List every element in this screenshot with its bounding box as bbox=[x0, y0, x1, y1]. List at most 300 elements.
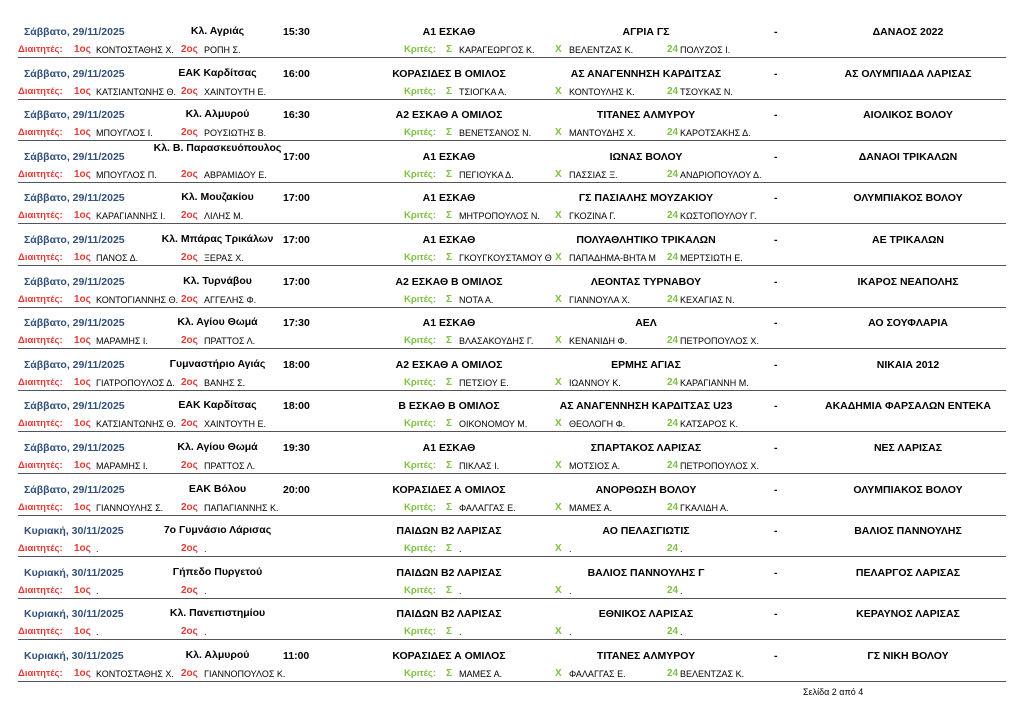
twentyfour-judge: ΠΕΤΡΟΠΟΥΛΟΣ Χ. bbox=[680, 461, 759, 471]
twentyfour-judge: ΑΝΔΡΙΟΠΟΥΛΟΥ Δ. bbox=[680, 169, 762, 180]
score-dash: - bbox=[774, 442, 778, 454]
sigma-judge: ΝΟΤΑ Α. bbox=[459, 294, 494, 305]
chi-judge-label: Χ bbox=[555, 418, 562, 430]
sigma-judge-label: Σ bbox=[446, 460, 453, 471]
first-referee: ΜΠΟΥΓΛΟΣ Π. bbox=[96, 169, 157, 180]
chi-judge: ΘΕΟΛΟΓΗ Φ. bbox=[569, 419, 626, 430]
match-venue: Γυμναστήριο Αγιάς bbox=[169, 357, 266, 370]
twentyfour-judge: ΚΕΧΑΓΙΑΣ Ν. bbox=[680, 294, 735, 305]
referees-label: Διαιτητές: bbox=[18, 460, 63, 471]
second-referee-label: 2ος bbox=[181, 335, 198, 347]
match-time: 16:30 bbox=[283, 109, 310, 122]
sigma-judge: ΒΛΑΣΑΚΟΥΔΗΣ Γ. bbox=[459, 336, 534, 347]
home-team: ΑΟ ΠΕΛΑΣΓΙΩΤΙΣ bbox=[602, 525, 690, 538]
match-competition: ΠΑΙΔΩΝ Β2 ΛΑΡΙΣΑΣ bbox=[396, 525, 502, 538]
sigma-judge: ΚΑΡΑΓΕΩΡΓΟΣ Κ. bbox=[459, 45, 535, 55]
chi-judge: ΚΕΝΑΝΙΔΗ Φ. bbox=[569, 336, 628, 347]
chi-judge-label: Χ bbox=[555, 168, 562, 180]
first-referee: ΚΑΡΑΓΙΑΝΝΗΣ Ι. bbox=[96, 211, 166, 222]
score-dash: - bbox=[774, 317, 778, 330]
first-referee-label: 1ος bbox=[74, 543, 91, 555]
judges-label: Κριτές: bbox=[404, 501, 437, 513]
twentyfour-judge: ΚΑΡΟΤΣΑΚΗΣ Δ. bbox=[680, 128, 751, 139]
score-dash: - bbox=[774, 26, 778, 38]
judges-label: Κριτές: bbox=[404, 127, 437, 139]
first-referee-label: 1ος bbox=[74, 127, 91, 139]
chi-judge-label: Χ bbox=[555, 44, 562, 55]
twentyfour-judge: ΚΩΣΤΟΠΟΥΛΟΥ Γ. bbox=[680, 211, 757, 222]
referees-label: Διαιτητές: bbox=[18, 168, 63, 180]
twentyfour-judge-label: 24 bbox=[667, 293, 679, 305]
match-competition: ΚΟΡΑΣΙΔΕΣ Α ΟΜΙΛΟΣ bbox=[392, 483, 506, 496]
match-date: Κυριακή, 30/11/2025 bbox=[24, 650, 124, 662]
second-referee: . bbox=[204, 544, 207, 555]
away-team: ΟΛΥΜΠΙΑΚΟΣ ΒΟΛΟΥ bbox=[853, 192, 963, 205]
match-venue: Κλ. Μπάρας Τρικάλων bbox=[161, 233, 274, 245]
match-date: Σάββατο, 29/11/2025 bbox=[24, 109, 125, 122]
match-venue: ΕΑΚ Καρδίτσας bbox=[178, 399, 257, 412]
match-time: 17:00 bbox=[283, 275, 310, 288]
home-team: ΑΣ ΑΝΑΓΕΝΝΗΣΗ ΚΑΡΔΙΤΣΑΣ U23 bbox=[559, 400, 733, 413]
match-date: Σάββατο, 29/11/2025 bbox=[24, 192, 125, 205]
judges-label: Κριτές: bbox=[404, 626, 437, 638]
judges-label: Κριτές: bbox=[404, 543, 437, 555]
match-venue: Κλ. Αλμυρού bbox=[185, 649, 250, 661]
referees-label: Διαιτητές: bbox=[18, 543, 63, 555]
sigma-judge-label: Σ bbox=[446, 543, 453, 555]
referees-label: Διαιτητές: bbox=[18, 668, 63, 679]
match-row bbox=[18, 557, 1006, 599]
match-time: 18:00 bbox=[283, 400, 310, 413]
chi-judge: ΒΕΛΕΝΤΖΑΣ Κ. bbox=[569, 45, 634, 55]
match-time: 11:00 bbox=[283, 650, 310, 662]
match-venue: Κλ. Αγριάς bbox=[190, 25, 245, 37]
match-competition: Α1 ΕΣΚΑΘ bbox=[422, 442, 476, 454]
judges-label: Κριτές: bbox=[404, 210, 437, 222]
chi-judge: ΜΟΤΣΙΟΣ Α. bbox=[569, 461, 621, 471]
page-number: Σελίδα 2 από 4 bbox=[803, 687, 864, 697]
sigma-judge-label: Σ bbox=[446, 210, 453, 222]
first-referee: ΜΑΡΑΜΗΣ Ι. bbox=[96, 461, 148, 471]
second-referee-label: 2ος bbox=[181, 44, 198, 55]
second-referee-label: 2ος bbox=[181, 584, 198, 596]
twentyfour-judge-label: 24 bbox=[667, 85, 679, 97]
match-time: 15:30 bbox=[283, 26, 310, 38]
chi-judge-label: Χ bbox=[555, 210, 562, 222]
first-referee: ΚΑΤΣΙΑΝΤΩΝΗΣ Θ. bbox=[96, 86, 177, 97]
match-time: 17:00 bbox=[283, 150, 310, 163]
sigma-judge: ΤΣΙΟΓΚΑ Α. bbox=[459, 86, 507, 97]
match-row bbox=[18, 224, 1006, 266]
score-dash: - bbox=[774, 650, 778, 662]
second-referee-label: 2ος bbox=[181, 626, 198, 638]
match-date: Σάββατο, 29/11/2025 bbox=[24, 275, 125, 288]
judges-label: Κριτές: bbox=[404, 460, 437, 471]
match-date: Σάββατο, 29/11/2025 bbox=[24, 150, 125, 163]
second-referee-label: 2ος bbox=[181, 460, 198, 471]
home-team: ΠΟΛΥΑΘΛΗΤΙΚΟ ΤΡΙΚΑΛΩΝ bbox=[576, 234, 716, 246]
match-date: Σάββατο, 29/11/2025 bbox=[24, 358, 125, 371]
referees-label: Διαιτητές: bbox=[18, 85, 63, 97]
first-referee-label: 1ος bbox=[74, 501, 91, 513]
first-referee-label: 1ος bbox=[74, 168, 91, 180]
away-team: ΠΕΛΑΡΓΟΣ ΛΑΡΙΣΑΣ bbox=[855, 566, 961, 579]
chi-judge: . bbox=[569, 544, 572, 555]
match-competition: Α1 ΕΣΚΑΘ bbox=[422, 192, 476, 205]
match-time: 16:00 bbox=[283, 67, 310, 80]
sigma-judge-label: Σ bbox=[446, 85, 453, 97]
sigma-judge-label: Σ bbox=[446, 376, 453, 388]
sigma-judge: ΒΕΝΕΤΣΑΝΟΣ Ν. bbox=[459, 128, 532, 139]
match-venue: Κλ. Αγίου Θωμά bbox=[177, 441, 258, 453]
twentyfour-judge-label: 24 bbox=[667, 584, 679, 596]
sigma-judge-label: Σ bbox=[446, 626, 453, 638]
score-dash: - bbox=[774, 483, 778, 496]
match-venue: Κλ. Πανεπιστημίου bbox=[169, 607, 266, 620]
match-date: Κυριακή, 30/11/2025 bbox=[24, 608, 124, 621]
home-team: ΓΣ ΠΑΣΙΑΛΗΣ ΜΟΥΖΑΚΙΟΥ bbox=[578, 192, 714, 205]
second-referee: ΠΡΑΤΤΟΣ Λ. bbox=[204, 461, 256, 471]
referees-label: Διαιτητές: bbox=[18, 335, 63, 347]
home-team: ΑΣ ΑΝΑΓΕΝΝΗΣΗ ΚΑΡΔΙΤΣΑΣ bbox=[570, 67, 722, 80]
first-referee-label: 1ος bbox=[74, 668, 91, 679]
away-team: ΚΕΡΑΥΝΟΣ ΛΑΡΙΣΑΣ bbox=[856, 608, 960, 621]
match-competition: ΠΑΙΔΩΝ Β2 ΛΑΡΙΣΑΣ bbox=[396, 566, 502, 579]
first-referee: . bbox=[96, 627, 99, 638]
referees-label: Διαιτητές: bbox=[18, 418, 63, 430]
chi-judge-label: Χ bbox=[555, 252, 562, 263]
first-referee: ΜΑΡΑΜΗΣ Ι. bbox=[96, 336, 148, 347]
first-referee-label: 1ος bbox=[74, 335, 91, 347]
score-dash: - bbox=[774, 150, 778, 163]
home-team: ΤΙΤΑΝΕΣ ΑΛΜΥΡΟΥ bbox=[596, 650, 696, 662]
match-row bbox=[18, 266, 1006, 308]
twentyfour-judge: ΚΑΡΑΓΙΑΝΝΗ Μ. bbox=[680, 377, 749, 388]
twentyfour-judge: ΠΕΤΡΟΠΟΥΛΟΣ Χ. bbox=[680, 336, 759, 347]
match-date: Κυριακή, 30/11/2025 bbox=[24, 525, 124, 538]
match-time: 20:00 bbox=[283, 483, 310, 496]
first-referee-label: 1ος bbox=[74, 85, 91, 97]
away-team: ΑΣ ΟΛΥΜΠΙΑΔΑ ΛΑΡΙΣΑΣ bbox=[844, 67, 972, 80]
match-date: Σάββατο, 29/11/2025 bbox=[24, 483, 125, 496]
second-referee-label: 2ος bbox=[181, 210, 198, 222]
sigma-judge: . bbox=[459, 627, 462, 638]
sigma-judge-label: Σ bbox=[446, 418, 453, 430]
first-referee: ΓΙΑΝΝΟΥΛΗΣ Σ. bbox=[96, 502, 164, 513]
first-referee: ΚΑΤΣΙΑΝΤΩΝΗΣ Θ. bbox=[96, 419, 177, 430]
first-referee: . bbox=[96, 544, 99, 555]
away-team: ΑΕ ΤΡΙΚΑΛΩΝ bbox=[871, 234, 944, 246]
match-date: Κυριακή, 30/11/2025 bbox=[24, 566, 124, 579]
first-referee: ΜΠΟΥΓΛΟΣ Ι. bbox=[96, 128, 153, 139]
judges-label: Κριτές: bbox=[404, 252, 437, 263]
away-team: ΟΛΥΜΠΙΑΚΟΣ ΒΟΛΟΥ bbox=[853, 483, 963, 496]
score-dash: - bbox=[774, 400, 778, 413]
referees-label: Διαιτητές: bbox=[18, 127, 63, 139]
first-referee-label: 1ος bbox=[74, 293, 91, 305]
first-referee-label: 1ος bbox=[74, 210, 91, 222]
match-time: 19:30 bbox=[283, 442, 310, 454]
match-venue: ΕΑΚ Βόλου bbox=[188, 482, 247, 495]
match-venue: Κλ. Αγίου Θωμά bbox=[177, 316, 258, 329]
score-dash: - bbox=[774, 566, 778, 579]
twentyfour-judge-label: 24 bbox=[667, 460, 679, 471]
first-referee-label: 1ος bbox=[74, 252, 91, 263]
first-referee-label: 1ος bbox=[74, 460, 91, 471]
second-referee: . bbox=[204, 585, 207, 596]
away-team: ΔΑΝΑΟΣ 2022 bbox=[872, 26, 944, 38]
judges-label: Κριτές: bbox=[404, 44, 437, 55]
match-date: Σάββατο, 29/11/2025 bbox=[24, 67, 125, 80]
match-competition: Α1 ΕΣΚΑΘ bbox=[422, 234, 476, 246]
chi-judge: ΜΑΝΤΟΥΔΗΣ Χ. bbox=[569, 128, 636, 139]
sigma-judge: . bbox=[459, 544, 462, 555]
match-row bbox=[18, 99, 1006, 141]
first-referee-label: 1ος bbox=[74, 626, 91, 638]
first-referee-label: 1ος bbox=[74, 418, 91, 430]
second-referee: ΡΟΠΗ Σ. bbox=[204, 45, 241, 55]
chi-judge: ΙΩΑΝΝΟΥ Κ. bbox=[569, 377, 621, 388]
home-team: ΙΩΝΑΣ ΒΟΛΟΥ bbox=[609, 150, 683, 163]
sigma-judge-label: Σ bbox=[446, 668, 453, 679]
twentyfour-judge: ΠΟΛΥΖΟΣ Ι. bbox=[680, 45, 731, 55]
match-row bbox=[18, 515, 1006, 557]
referees-label: Διαιτητές: bbox=[18, 44, 63, 55]
first-referee: ΚΟΝΤΟΓΙΑΝΝΗΣ Θ. bbox=[96, 294, 179, 305]
match-competition: Β ΕΣΚΑΘ Β ΟΜΙΛΟΣ bbox=[398, 400, 500, 413]
match-venue: Κλ. Μουζακίου bbox=[181, 191, 254, 204]
match-row bbox=[18, 474, 1006, 516]
sigma-judge: ΟΙΚΟΝΟΜΟΥ Μ. bbox=[459, 419, 528, 430]
away-team: ΑΙΟΛΙΚΟΣ ΒΟΛΟΥ bbox=[863, 109, 953, 122]
second-referee: ΒΑΝΗΣ Σ. bbox=[204, 377, 246, 388]
twentyfour-judge-label: 24 bbox=[667, 543, 679, 555]
second-referee: ΑΓΓΕΛΗΣ Φ. bbox=[204, 294, 257, 305]
first-referee-label: 1ος bbox=[74, 584, 91, 596]
home-team: ΛΕΟΝΤΑΣ ΤΥΡΝΑΒΟΥ bbox=[590, 275, 702, 288]
chi-judge: . bbox=[569, 627, 572, 638]
match-date: Σάββατο, 29/11/2025 bbox=[24, 317, 125, 330]
chi-judge: ΓΙΑΝΝΟΥΛΑ Χ. bbox=[569, 294, 631, 305]
referees-label: Διαιτητές: bbox=[18, 376, 63, 388]
sigma-judge: ΦΑΛΑΓΓΑΣ Ε. bbox=[459, 502, 516, 513]
chi-judge-label: Χ bbox=[555, 460, 562, 471]
match-date: Σάββατο, 29/11/2025 bbox=[24, 234, 125, 246]
score-dash: - bbox=[774, 525, 778, 538]
match-venue: Κλ. Τυρνάβου bbox=[183, 274, 252, 287]
match-row bbox=[18, 182, 1006, 224]
chi-judge-label: Χ bbox=[555, 668, 562, 679]
twentyfour-judge: . bbox=[680, 585, 683, 596]
sigma-judge-label: Σ bbox=[446, 168, 453, 180]
match-time: 17:00 bbox=[283, 234, 310, 246]
first-referee: ΠΑΝΟΣ Δ. bbox=[96, 253, 139, 263]
second-referee: ΠΑΠΑΓΙΑΝΝΗΣ Κ. bbox=[204, 502, 279, 513]
chi-judge: ΦΑΛΑΓΓΑΣ Ε. bbox=[569, 669, 626, 679]
match-date: Σάββατο, 29/11/2025 bbox=[24, 442, 125, 454]
sigma-judge-label: Σ bbox=[446, 252, 453, 263]
home-team: ΒΑΛΙΟΣ ΠΑΝΝΟΥΛΗΣ Γ bbox=[587, 566, 705, 579]
match-competition: Α1 ΕΣΚΑΘ bbox=[422, 317, 476, 330]
referees-label: Διαιτητές: bbox=[18, 252, 63, 263]
away-team: ΙΚΑΡΟΣ ΝΕΑΠΟΛΗΣ bbox=[857, 275, 959, 288]
twentyfour-judge-label: 24 bbox=[667, 376, 679, 388]
away-team: ΝΙΚΑΙΑ 2012 bbox=[876, 358, 940, 371]
away-team: ΑΟ ΣΟΥΦΛΑΡΙΑ bbox=[868, 317, 948, 330]
sigma-judge: ΠΕΓΙΟΥΚΑ Δ. bbox=[459, 169, 514, 180]
home-team: ΑΕΛ bbox=[635, 317, 657, 330]
twentyfour-judge-label: 24 bbox=[667, 252, 679, 263]
referees-label: Διαιτητές: bbox=[18, 626, 63, 638]
second-referee: ΞΕΡΑΣ Χ. bbox=[204, 253, 244, 263]
match-time: 17:30 bbox=[283, 317, 310, 330]
second-referee-label: 2ος bbox=[181, 168, 198, 180]
chi-judge-label: Χ bbox=[555, 335, 562, 347]
second-referee-label: 2ος bbox=[181, 127, 198, 139]
away-team: ΝΕΣ ΛΑΡΙΣΑΣ bbox=[873, 442, 943, 454]
sigma-judge: ΜΗΤΡΟΠΟΥΛΟΣ Ν. bbox=[459, 211, 540, 222]
match-competition: Α2 ΕΣΚΑΘ Α ΟΜΙΛΟΣ bbox=[395, 109, 503, 122]
twentyfour-judge-label: 24 bbox=[667, 501, 679, 513]
chi-judge: ΠΑΣΣΙΑΣ Ξ. bbox=[569, 169, 618, 180]
chi-judge-label: Χ bbox=[555, 543, 562, 555]
score-dash: - bbox=[774, 358, 778, 371]
match-time: 17:00 bbox=[283, 192, 310, 205]
chi-judge: ΚΟΝΤΟΥΛΗΣ Κ. bbox=[569, 86, 635, 97]
match-venue: 7ο Γυμνάσιο Λάρισας bbox=[163, 524, 272, 537]
chi-judge-label: Χ bbox=[555, 501, 562, 513]
twentyfour-judge-label: 24 bbox=[667, 127, 679, 139]
home-team: ΕΡΜΗΣ ΑΓΙΑΣ bbox=[611, 358, 681, 371]
second-referee: ΡΟΥΣΙΩΤΗΣ Β. bbox=[204, 128, 267, 139]
second-referee-label: 2ος bbox=[181, 376, 198, 388]
sigma-judge: ΠΕΤΣΙΟΥ Ε. bbox=[459, 377, 509, 388]
match-venue: ΕΑΚ Καρδίτσας bbox=[178, 66, 257, 79]
first-referee: ΚΟΝΤΟΣΤΑΘΗΣ Χ. bbox=[96, 669, 174, 679]
chi-judge-label: Χ bbox=[555, 293, 562, 305]
sigma-judge: ΜΑΜΕΣ Α. bbox=[459, 669, 503, 679]
first-referee-label: 1ος bbox=[74, 44, 91, 55]
twentyfour-judge-label: 24 bbox=[667, 210, 679, 222]
second-referee-label: 2ος bbox=[181, 293, 198, 305]
second-referee: ΠΡΑΤΤΟΣ Λ. bbox=[204, 336, 256, 347]
referees-label: Διαιτητές: bbox=[18, 210, 63, 222]
judges-label: Κριτές: bbox=[404, 168, 437, 180]
home-team: ΣΠΑΡΤΑΚΟΣ ΛΑΡΙΣΑΣ bbox=[590, 442, 702, 454]
match-competition: Α2 ΕΣΚΑΘ Β ΟΜΙΛΟΣ bbox=[395, 275, 503, 288]
chi-judge: . bbox=[569, 585, 572, 596]
sigma-judge-label: Σ bbox=[446, 584, 453, 596]
sigma-judge: . bbox=[459, 585, 462, 596]
judges-label: Κριτές: bbox=[404, 668, 437, 679]
second-referee: ΑΒΡΑΜΙΔΟΥ Ε. bbox=[204, 169, 267, 180]
match-competition: Α2 ΕΣΚΑΘ Α ΟΜΙΛΟΣ bbox=[395, 358, 503, 371]
home-team: ΑΝΟΡΘΩΣΗ ΒΟΛΟΥ bbox=[595, 483, 697, 496]
match-venue: Γήπεδο Πυργετού bbox=[172, 565, 263, 578]
twentyfour-judge-label: 24 bbox=[667, 668, 679, 679]
second-referee-label: 2ος bbox=[181, 543, 198, 555]
second-referee: ΛΙΛΗΣ Μ. bbox=[204, 211, 244, 222]
score-dash: - bbox=[774, 192, 778, 205]
match-row bbox=[18, 307, 1006, 349]
twentyfour-judge: ΓΚΑΛΙΔΗ Α. bbox=[680, 502, 729, 513]
score-dash: - bbox=[774, 67, 778, 80]
second-referee-label: 2ος bbox=[181, 668, 198, 679]
judges-label: Κριτές: bbox=[404, 376, 437, 388]
chi-judge: ΜΑΜΕΣ Α. bbox=[569, 502, 613, 513]
home-team: ΤΙΤΑΝΕΣ ΑΛΜΥΡΟΥ bbox=[596, 109, 696, 122]
sigma-judge-label: Σ bbox=[446, 335, 453, 347]
judges-label: Κριτές: bbox=[404, 293, 437, 305]
twentyfour-judge: ΒΕΛΕΝΤΖΑΣ Κ. bbox=[680, 669, 745, 679]
match-venue: Κλ. Β. Παρασκευόπουλος bbox=[153, 141, 282, 154]
match-competition: ΠΑΙΔΩΝ Β2 ΛΑΡΙΣΑΣ bbox=[396, 608, 502, 621]
first-referee: . bbox=[96, 585, 99, 596]
chi-judge: ΠΑΠΑΔΗΜΑ-ΒΗΤΑ Μ bbox=[569, 253, 656, 263]
match-venue: Κλ. Αλμυρού bbox=[185, 108, 250, 121]
first-referee: ΚΟΝΤΟΣΤΑΘΗΣ Χ. bbox=[96, 45, 174, 55]
second-referee-label: 2ος bbox=[181, 501, 198, 513]
first-referee-label: 1ος bbox=[74, 376, 91, 388]
twentyfour-judge: ΜΕΡΤΣΙΩΤΗ Ε. bbox=[680, 253, 743, 263]
twentyfour-judge: . bbox=[680, 544, 683, 555]
score-dash: - bbox=[774, 608, 778, 621]
chi-judge-label: Χ bbox=[555, 584, 562, 596]
match-row bbox=[18, 16, 1006, 58]
sigma-judge: ΓΚΟΥΓΚΟΥΣΤΑΜΟΥ Θ bbox=[459, 253, 552, 263]
chi-judge-label: Χ bbox=[555, 626, 562, 638]
chi-judge: ΓΚΟΖΙΝΑ Γ. bbox=[569, 211, 616, 222]
chi-judge-label: Χ bbox=[555, 376, 562, 388]
match-row bbox=[18, 598, 1006, 640]
twentyfour-judge-label: 24 bbox=[667, 626, 679, 638]
score-dash: - bbox=[774, 275, 778, 288]
second-referee: ΧΑΙΝΤΟΥΤΗ Ε. bbox=[204, 86, 267, 97]
referees-label: Διαιτητές: bbox=[18, 501, 63, 513]
match-competition: Α1 ΕΣΚΑΘ bbox=[422, 150, 476, 163]
referees-label: Διαιτητές: bbox=[18, 293, 63, 305]
match-date: Σάββατο, 29/11/2025 bbox=[24, 400, 125, 413]
match-row bbox=[18, 349, 1006, 391]
match-competition: ΚΟΡΑΣΙΔΕΣ Α ΟΜΙΛΟΣ bbox=[392, 650, 506, 662]
sigma-judge-label: Σ bbox=[446, 127, 453, 139]
second-referee-label: 2ος bbox=[181, 252, 198, 263]
chi-judge-label: Χ bbox=[555, 127, 562, 139]
away-team: ΑΚΑΔΗΜΙΑ ΦΑΡΣΑΛΩΝ ΕΝΤΕΚΑ bbox=[825, 400, 991, 413]
second-referee-label: 2ος bbox=[181, 418, 198, 430]
twentyfour-judge: . bbox=[680, 627, 683, 638]
twentyfour-judge: ΤΣΟΥΚΑΣ Ν. bbox=[680, 86, 733, 97]
match-row bbox=[18, 432, 1006, 474]
twentyfour-judge: ΚΑΤΣΑΡΟΣ Κ. bbox=[680, 419, 738, 430]
score-dash: - bbox=[774, 234, 778, 246]
match-row bbox=[18, 390, 1006, 432]
match-competition: ΚΟΡΑΣΙΔΕΣ Β ΟΜΙΛΟΣ bbox=[392, 67, 506, 80]
twentyfour-judge-label: 24 bbox=[667, 168, 679, 180]
first-referee: ΓΙΑΤΡΟΠΟΥΛΟΣ Δ. bbox=[96, 377, 175, 388]
chi-judge-label: Χ bbox=[555, 85, 562, 97]
twentyfour-judge-label: 24 bbox=[667, 44, 679, 55]
score-dash: - bbox=[774, 109, 778, 122]
judges-label: Κριτές: bbox=[404, 335, 437, 347]
home-team: ΕΘΝΙΚΟΣ ΛΑΡΙΣΑΣ bbox=[598, 608, 694, 621]
second-referee-label: 2ος bbox=[181, 85, 198, 97]
match-row bbox=[18, 58, 1006, 100]
match-competition: Α1 ΕΣΚΑΘ bbox=[422, 26, 476, 38]
away-team: ΓΣ ΝΙΚΗ ΒΟΛΟΥ bbox=[867, 650, 949, 662]
sigma-judge-label: Σ bbox=[446, 293, 453, 305]
home-team: ΑΓΡΙΑ ΓΣ bbox=[622, 26, 670, 38]
